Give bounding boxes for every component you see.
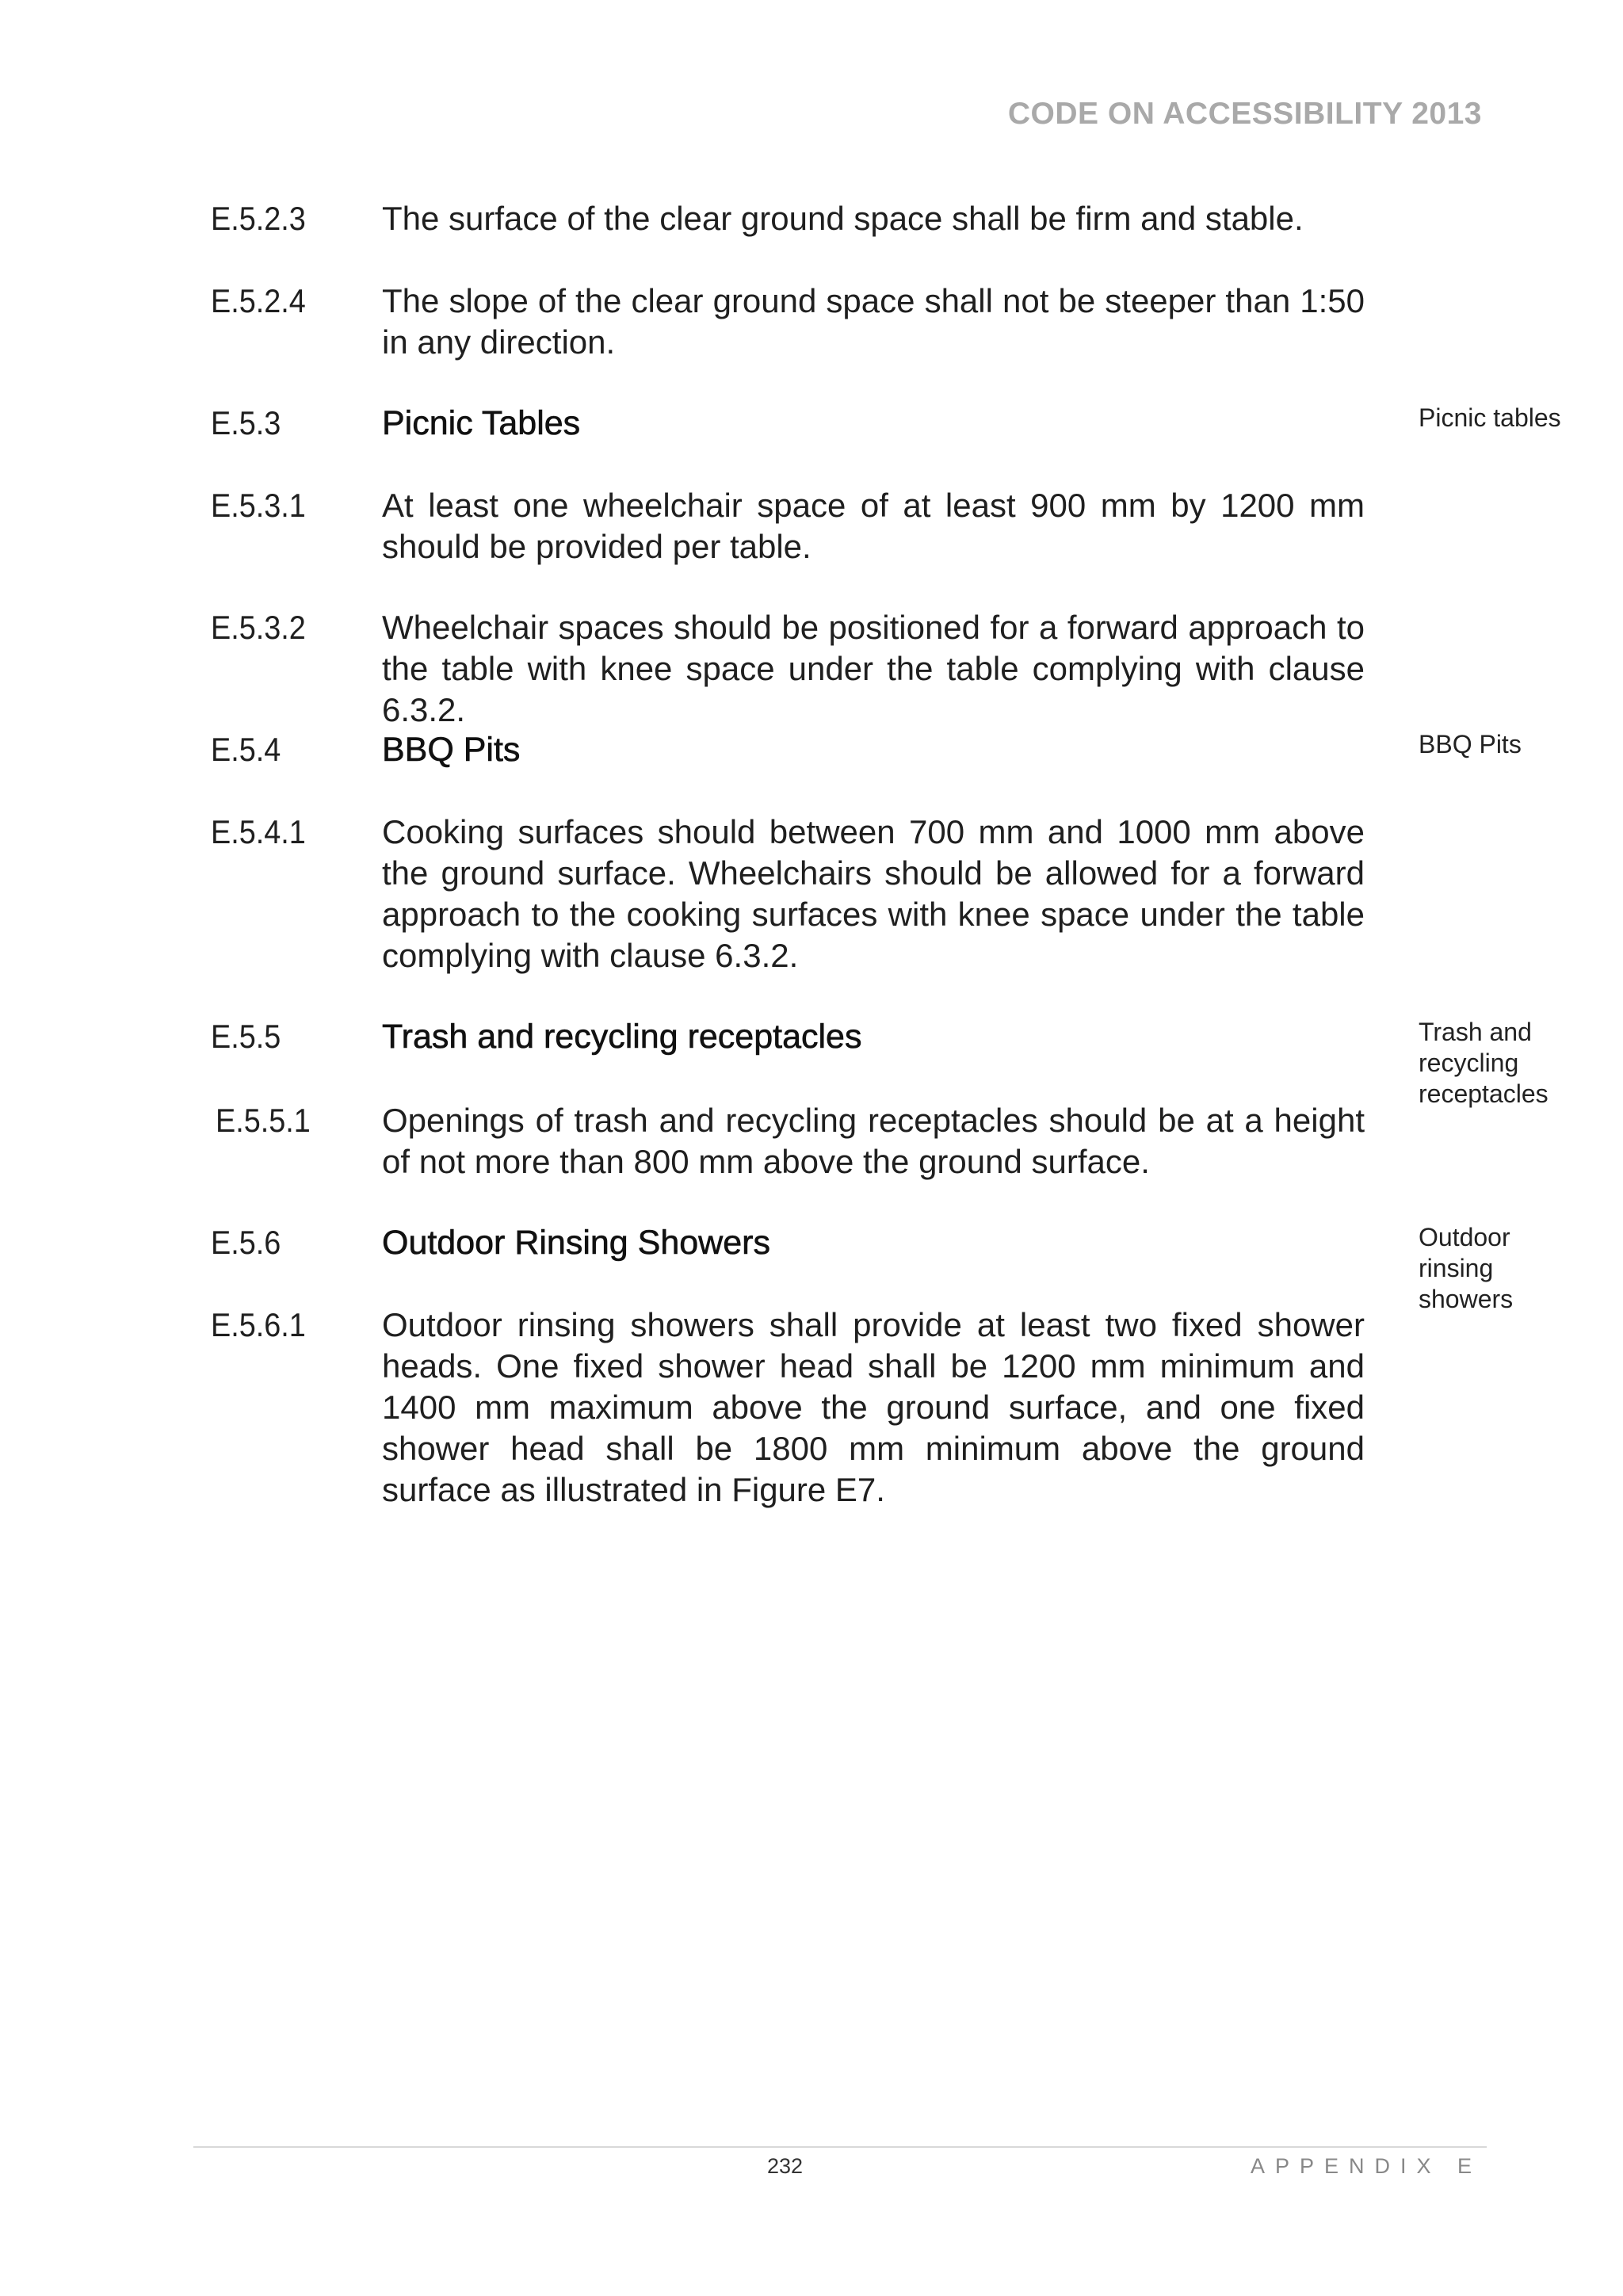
clause-text: Outdoor rinsing showers shall provide at least two fixed shower heads. One fixed shower head shall be 1200 mm minimum and 1400 mm maximum above the ground surface, and one fixed shower head shall be 1800 mm minimum above the ground surface as illustrated in Figure E7. [382,1306,1365,1508]
section-number: E.5.3 [211,404,281,441]
page-header-title: CODE ON ACCESSIBILITY 2013 [1007,97,1482,131]
section-number: E.5.6 [211,1224,281,1261]
clause-number: E.5.6.1 [211,1306,306,1343]
clause-text: Openings of trash and recycling receptacles should be at a height of not more than 800 mm above the ground surface. [382,1102,1365,1180]
section-number: E.5.4 [211,731,281,768]
margin-note-outdoor-rinsing-showers: Outdoor rinsing showers [1419,1223,1514,1313]
section-heading: Outdoor Rinsing Showers [382,1224,770,1262]
margin-note-bbq-pits: BBQ Pits [1419,730,1522,758]
clause-number: E.5.2.3 [211,200,306,237]
footer-section-label: APPENDIX E [1250,2154,1482,2178]
clause-number: E.5.3.1 [211,487,306,524]
section-heading: Trash and recycling receptacles [382,1018,862,1056]
clause-number: E.5.3.2 [211,609,306,646]
section-heading: Picnic Tables [382,404,581,442]
clause-text: The surface of the clear ground space shall be firm and stable. [382,200,1304,237]
clause-number: E.5.5.1 [216,1102,311,1139]
page-number: 232 [767,2154,804,2178]
section-heading: BBQ Pits [382,731,521,769]
clause-number: E.5.2.4 [211,282,306,319]
clause-text: Wheelchair spaces should be positioned for a forward approach to the table with knee space under the table complying with clause 6.3.2. [382,609,1365,728]
margin-note-trash-and-recycling-receptacles: Trash and recycling receptacles [1419,1018,1549,1108]
clause-text: At least one wheelchair space of at least 900 mm by 1200 mm should be provided per table. [382,487,1365,565]
margin-note-picnic-tables: Picnic tables [1419,403,1561,432]
footer-divider [193,2146,1487,2148]
clause-number: E.5.4.1 [211,813,306,850]
clause-text: The slope of the clear ground space shall not be steeper than 1:50 in any direction. [382,282,1365,361]
section-number: E.5.5 [211,1018,281,1055]
clause-text: Cooking surfaces should between 700 mm and 1000 mm above the ground surface. Wheelchairs should be allowed for a forward approach to the cooking surfaces with knee space under the table complying with clause 6.3.2. [382,813,1365,974]
